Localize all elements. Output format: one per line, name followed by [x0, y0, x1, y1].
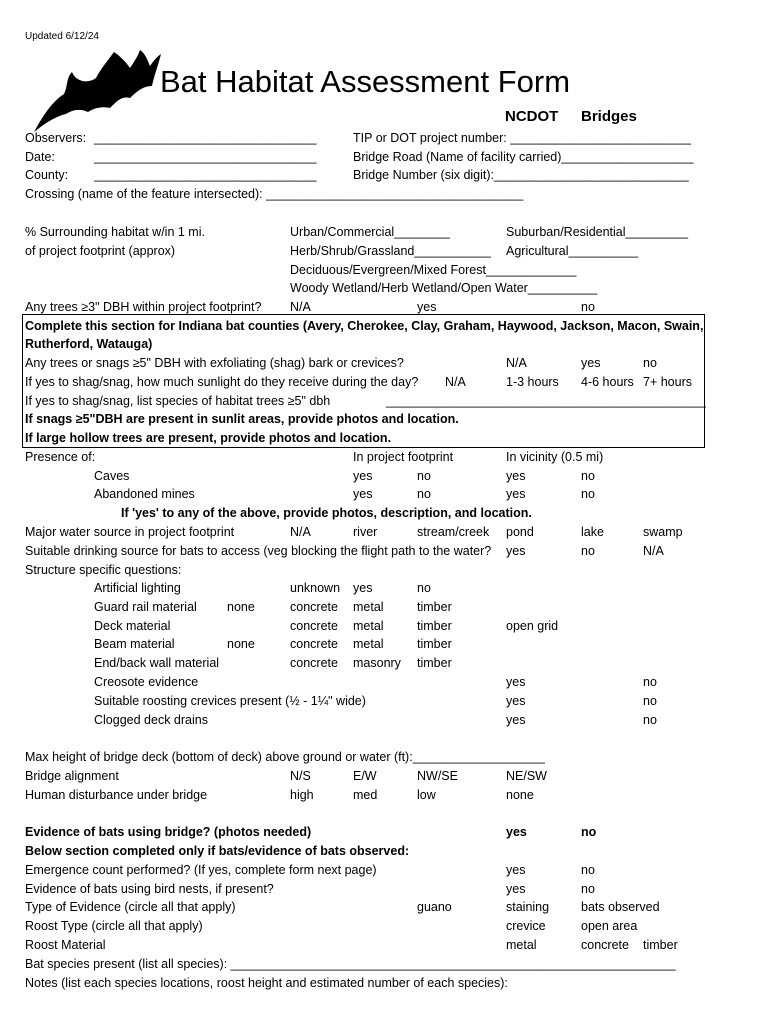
mines-vicinity-yes[interactable]: yes: [506, 487, 526, 501]
roosting-crevices-label: Suitable roosting crevices present (½ - 1¼" wide): [94, 694, 366, 708]
creosote-yes-option[interactable]: yes: [506, 675, 526, 689]
endwall-timber-option[interactable]: timber: [417, 656, 452, 670]
snags-no-option[interactable]: no: [643, 356, 657, 370]
habitat-label-1: % Surrounding habitat w/in 1 mi.: [25, 225, 205, 239]
drinking-na-option[interactable]: N/A: [643, 544, 664, 558]
lighting-label: Artificial lighting: [94, 581, 181, 595]
disturbance-high-option[interactable]: high: [290, 788, 314, 802]
caves-label: Caves: [94, 469, 130, 483]
date-field[interactable]: ________________________________: [94, 150, 317, 164]
date-label: Date:: [25, 150, 55, 164]
caves-project-no[interactable]: no: [417, 469, 431, 483]
guard-rail-label: Guard rail material: [94, 600, 197, 614]
bat-species-field[interactable]: Bat species present (list all species): ________________________________________________________________: [25, 957, 676, 971]
indiana-heading-2: Rutherford, Watauga): [25, 337, 153, 351]
beam-none-option[interactable]: none: [227, 637, 255, 651]
in-vicinity-header: In vicinity (0.5 mi): [506, 450, 604, 464]
guard-none-option[interactable]: none: [227, 600, 255, 614]
staining-option[interactable]: staining: [506, 900, 550, 914]
bridge-road-field[interactable]: Bridge Road (Name of facility carried)___________________: [353, 150, 694, 164]
drinking-no-option[interactable]: no: [581, 544, 595, 558]
wetland-field[interactable]: Woody Wetland/Herb Wetland/Open Water__________: [290, 281, 598, 295]
emergence-yes-option[interactable]: yes: [506, 863, 526, 877]
end-wall-label: End/back wall material: [94, 656, 220, 670]
trees-no-option[interactable]: no: [581, 300, 595, 314]
structure-label: Structure specific questions:: [25, 563, 182, 577]
snags-photo-note: If snags ≥5"DBH are present in sunlit areas, provide photos and location.: [25, 412, 459, 426]
nests-no-option[interactable]: no: [581, 882, 595, 896]
roost-concrete-option[interactable]: concrete: [581, 938, 629, 952]
trees-yes-option[interactable]: yes: [417, 300, 437, 314]
bat-logo-icon: [30, 42, 165, 134]
alignment-ns-option[interactable]: N/S: [290, 769, 311, 783]
notes-label: Notes (list each species locations, roost height and estimated number of each species):: [25, 976, 508, 990]
bridge-number-field[interactable]: Bridge Number (six digit):____________________________: [353, 168, 689, 182]
deck-concrete-option[interactable]: concrete: [290, 619, 338, 633]
drinking-source-question: Suitable drinking source for bats to access (veg blocking the flight path to the water?: [25, 544, 492, 558]
beam-concrete-option[interactable]: concrete: [290, 637, 338, 651]
sunlight-question: If yes to shag/snag, how much sunlight do they receive during the day?: [25, 375, 419, 389]
roosting-yes-option[interactable]: yes: [506, 694, 526, 708]
header-bridges: Bridges: [581, 108, 637, 125]
indiana-heading-1: Complete this section for Indiana bat counties (Avery, Cherokee, Clay, Graham, Haywood, Jackson, Macon, Swain,: [25, 319, 704, 333]
beam-label: Beam material: [94, 637, 175, 651]
urban-field[interactable]: Urban/Commercial________: [290, 225, 450, 239]
disturbance-none-option[interactable]: none: [506, 788, 534, 802]
suburban-field[interactable]: Suburban/Residential_________: [506, 225, 689, 239]
endwall-concrete-option[interactable]: concrete: [290, 656, 338, 670]
alignment-nesw-option[interactable]: NE/SW: [506, 769, 547, 783]
sunlight-1-3-option[interactable]: 1-3 hours: [506, 375, 559, 389]
county-field[interactable]: ________________________________: [94, 168, 317, 182]
crossing-field[interactable]: Crossing (name of the feature intersected): _____________________________________: [25, 187, 524, 201]
beam-metal-option[interactable]: metal: [353, 637, 384, 651]
guard-metal-option[interactable]: metal: [353, 600, 384, 614]
clogged-yes-option[interactable]: yes: [506, 713, 526, 727]
lighting-no-option[interactable]: no: [417, 581, 431, 595]
guard-concrete-option[interactable]: concrete: [290, 600, 338, 614]
bird-nests-question: Evidence of bats using bird nests, if present?: [25, 882, 274, 896]
guard-timber-option[interactable]: timber: [417, 600, 452, 614]
snags-yes-option[interactable]: yes: [581, 356, 601, 370]
deck-label: Deck material: [94, 619, 171, 633]
caves-vicinity-yes[interactable]: yes: [506, 469, 526, 483]
updated-date: Updated 6/12/24: [25, 31, 99, 42]
trees-question: Any trees ≥3" DBH within project footprint?: [25, 300, 262, 314]
snags-na-option[interactable]: N/A: [506, 356, 527, 370]
water-lake-option[interactable]: lake: [581, 525, 604, 539]
deck-metal-option[interactable]: metal: [353, 619, 384, 633]
county-label: County:: [25, 168, 69, 182]
habitat-label-2: of project footprint (approx): [25, 244, 176, 258]
lighting-unknown-option[interactable]: unknown: [290, 581, 341, 595]
herb-field[interactable]: Herb/Shrub/Grassland___________: [290, 244, 491, 258]
crevice-option[interactable]: crevice: [506, 919, 546, 933]
observers-field[interactable]: ________________________________: [94, 131, 317, 145]
tree-species-field[interactable]: ______________________________________________: [386, 394, 706, 408]
tree-species-question: If yes to shag/snag, list species of habitat trees ≥5" dbh: [25, 394, 331, 408]
endwall-masonry-option[interactable]: masonry: [353, 656, 401, 670]
guano-option[interactable]: guano: [417, 900, 452, 914]
sunlight-7-option[interactable]: 7+ hours: [643, 375, 692, 389]
roost-type-label: Roost Type (circle all that apply): [25, 919, 203, 933]
evidence-no-option[interactable]: no: [581, 825, 597, 839]
lighting-yes-option[interactable]: yes: [353, 581, 373, 595]
sunlight-na-option[interactable]: N/A: [445, 375, 466, 389]
observers-label: Observers:: [25, 131, 87, 145]
form-title: Bat Habitat Assessment Form: [160, 64, 571, 99]
mines-label: Abandoned mines: [94, 487, 195, 501]
water-source-question: Major water source in project footprint: [25, 525, 235, 539]
in-project-header: In project footprint: [353, 450, 454, 464]
emergence-no-option[interactable]: no: [581, 863, 595, 877]
deck-timber-option[interactable]: timber: [417, 619, 452, 633]
max-height-field[interactable]: Max height of bridge deck (bottom of deck) above ground or water (ft):___________________: [25, 750, 545, 764]
trees-na-option[interactable]: N/A: [290, 300, 311, 314]
open-area-option[interactable]: open area: [581, 919, 638, 933]
clogged-drains-label: Clogged deck drains: [94, 713, 208, 727]
evidence-question: Evidence of bats using bridge? (photos needed): [25, 825, 312, 839]
forest-field[interactable]: Deciduous/Evergreen/Mixed Forest_____________: [290, 263, 577, 277]
mines-vicinity-no[interactable]: no: [581, 487, 595, 501]
drinking-yes-option[interactable]: yes: [506, 544, 526, 558]
clogged-no-option[interactable]: no: [643, 713, 657, 727]
emergence-question: Emergence count performed? (If yes, complete form next page): [25, 863, 377, 877]
roosting-no-option[interactable]: no: [643, 694, 657, 708]
deck-open-grid-option[interactable]: open grid: [506, 619, 559, 633]
disturbance-low-option[interactable]: low: [417, 788, 436, 802]
sunlight-4-6-option[interactable]: 4-6 hours: [581, 375, 634, 389]
nests-yes-option[interactable]: yes: [506, 882, 526, 896]
creosote-label: Creosote evidence: [94, 675, 199, 689]
evidence-yes-option[interactable]: yes: [506, 825, 527, 839]
beam-timber-option[interactable]: timber: [417, 637, 452, 651]
mines-project-no[interactable]: no: [417, 487, 431, 501]
header-ncdot: NCDOT: [505, 108, 559, 125]
alignment-label: Bridge alignment: [25, 769, 119, 783]
presence-photo-note: If 'yes' to any of the above, provide photos, description, and location.: [121, 506, 532, 520]
disturbance-med-option[interactable]: med: [353, 788, 378, 802]
caves-project-yes[interactable]: yes: [353, 469, 373, 483]
creosote-no-option[interactable]: no: [643, 675, 657, 689]
agricultural-field[interactable]: Agricultural__________: [506, 244, 639, 258]
roost-metal-option[interactable]: metal: [506, 938, 537, 952]
water-river-option[interactable]: river: [353, 525, 378, 539]
evidence-type-label: Type of Evidence (circle all that apply): [25, 900, 236, 914]
water-stream-option[interactable]: stream/creek: [417, 525, 490, 539]
roost-timber-option[interactable]: timber: [643, 938, 678, 952]
caves-vicinity-no[interactable]: no: [581, 469, 595, 483]
roost-material-label: Roost Material: [25, 938, 106, 952]
tip-field[interactable]: TIP or DOT project number: __________________________: [353, 131, 691, 145]
water-pond-option[interactable]: pond: [506, 525, 534, 539]
alignment-nwse-option[interactable]: NW/SE: [417, 769, 458, 783]
disturbance-label: Human disturbance under bridge: [25, 788, 208, 802]
hollow-trees-note: If large hollow trees are present, provide photos and location.: [25, 431, 392, 445]
alignment-ew-option[interactable]: E/W: [353, 769, 377, 783]
water-swamp-option[interactable]: swamp: [643, 525, 683, 539]
snags-question: Any trees or snags ≥5" DBH with exfoliating (shag) bark or crevices?: [25, 356, 404, 370]
presence-label: Presence of:: [25, 450, 96, 464]
below-section-note: Below section completed only if bats/evidence of bats observed:: [25, 844, 410, 858]
bats-observed-option[interactable]: bats observed: [581, 900, 660, 914]
water-na-option[interactable]: N/A: [290, 525, 311, 539]
mines-project-yes[interactable]: yes: [353, 487, 373, 501]
